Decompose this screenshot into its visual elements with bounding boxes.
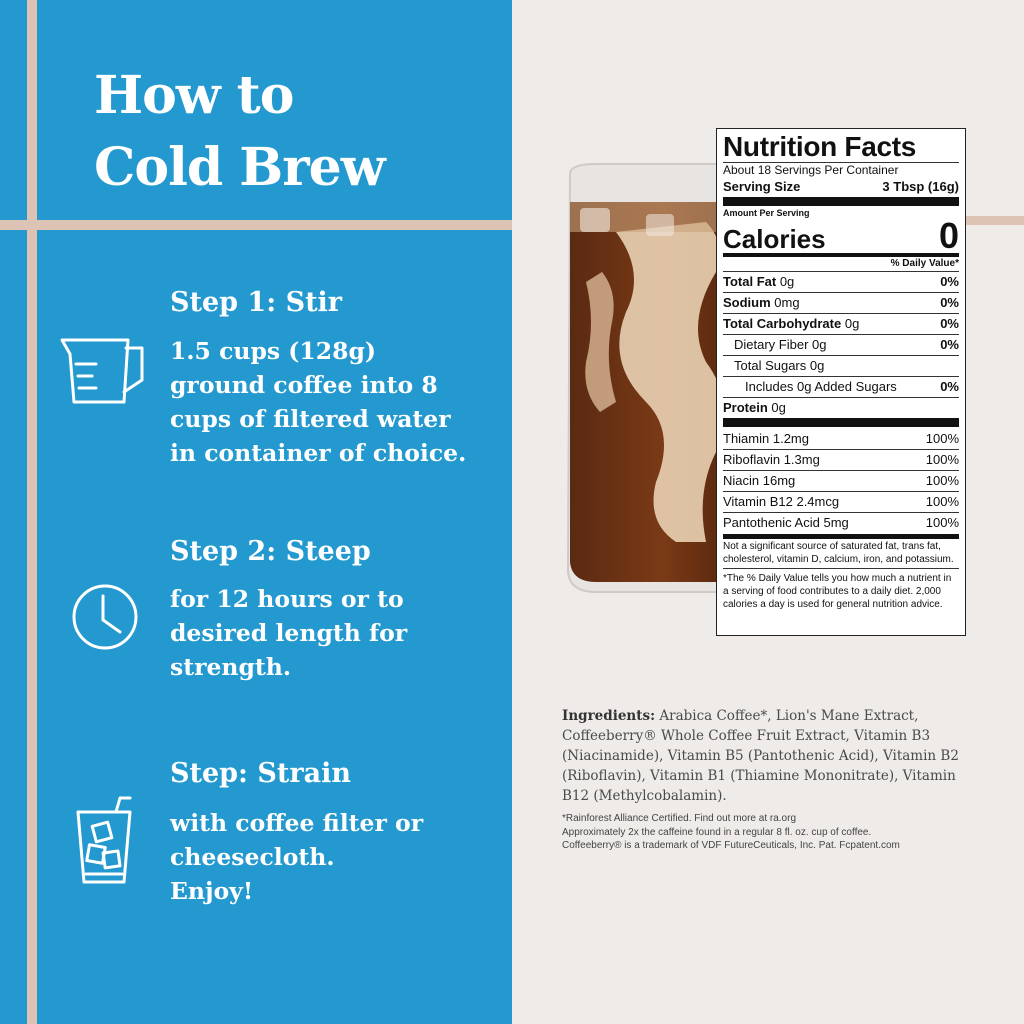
nutrition-facts-title: Nutrition Facts	[723, 131, 917, 162]
vitamin-daily-value: 100%	[925, 515, 959, 530]
nutrition-facts-panel	[716, 128, 966, 636]
serving-size-label: Serving Size	[723, 179, 801, 194]
nutrient-amount: 0g	[779, 274, 795, 289]
nutrient-name	[723, 377, 897, 397]
nutrient-row	[723, 355, 959, 376]
nutrient-row	[723, 397, 959, 418]
title-line-1: How to	[94, 65, 294, 126]
nutrient-amount: 0g	[844, 316, 860, 331]
nutrient-name	[723, 398, 786, 418]
calories-label: Calories	[723, 224, 826, 254]
vitamin-row	[723, 429, 959, 449]
decorative-horizontal-line-right	[956, 216, 1024, 225]
ingredients-list: Arabica Coffee*, Lion's Mane Extract, Coffeeberry® Whole Coffee Fruit Extract, Vitamin B3 (Niacinamide), Vitamin B5 (Pantothenic Acid), Vitamin B2 (Riboflavin), Vitamin B1 (Thiamine Mononitrate), Vitamin B12 (Methylcobalamin).	[562, 708, 959, 804]
nutrient-daily-value: 0%	[940, 316, 959, 331]
page-title	[94, 60, 384, 204]
calories-row	[723, 215, 959, 256]
serving-size-value: 3 Tbsp (16g)	[882, 179, 959, 194]
nutrient-label: Includes 0g Added Sugars	[745, 379, 897, 394]
step-1-heading: Step 1: Stir	[170, 287, 343, 318]
nutrient-row	[723, 376, 959, 397]
nutrient-daily-value: 0%	[940, 274, 959, 289]
nutrient-name	[723, 335, 827, 355]
nutrient-row	[723, 334, 959, 355]
medium-divider	[723, 534, 959, 539]
nutrient-daily-value: 0%	[940, 295, 959, 310]
footnotes	[562, 812, 1002, 853]
nutrient-daily-value: 0%	[940, 337, 959, 352]
footnote-trademark: Coffeeberry® is a trademark of VDF FutureCeuticals, Inc. Pat. Fcpatent.com	[562, 840, 900, 851]
vitamin-rows	[723, 429, 959, 533]
not-significant-note: Not a significant source of saturated fat, trans fat, cholesterol, vitamin D, calcium, iron, and potassium.	[723, 540, 959, 569]
measuring-cup-icon	[60, 334, 146, 406]
nutrient-daily-value: 0%	[940, 379, 959, 394]
nutrient-label: Total Fat	[723, 274, 777, 289]
step-2-text: for 12 hours or to desired length for strength.	[170, 585, 408, 681]
footnote-rainforest: *Rainforest Alliance Certified. Find out more at ra.org	[562, 813, 796, 824]
vitamin-daily-value: 100%	[925, 431, 959, 446]
daily-value-footnote: *The % Daily Value tells you how much a nutrient in a serving of food contributes to a daily diet. 2,000 calories a day is used for general nutrition advice.	[723, 573, 952, 610]
vitamin-label: Niacin 16mg	[723, 473, 796, 488]
thick-divider	[723, 197, 959, 206]
ingredients-text	[562, 706, 962, 806]
nutrient-amount: 0g	[771, 400, 786, 415]
vitamin-label: Thiamin 1.2mg	[723, 431, 809, 446]
vitamin-label: Pantothenic Acid 5mg	[723, 515, 849, 530]
thick-divider	[723, 418, 959, 427]
serving-size-row	[723, 178, 959, 195]
nutrient-name	[723, 272, 794, 292]
iced-drink-icon	[74, 794, 136, 886]
nutrient-label: Total Carbohydrate	[723, 316, 842, 331]
vitamin-row	[723, 449, 959, 470]
nutrient-amount: 0mg	[774, 295, 800, 310]
vitamin-row	[723, 491, 959, 512]
nutrient-name	[723, 356, 824, 376]
vitamin-daily-value: 100%	[925, 473, 959, 488]
nutrient-label: Protein	[723, 400, 768, 415]
nutrient-row	[723, 313, 959, 334]
footnote-caffeine: Approximately 2x the caffeine found in a regular 8 fl. oz. cup of coffee.	[562, 826, 872, 838]
nutrient-row	[723, 292, 959, 313]
step-2-heading: Step 2: Steep	[170, 536, 371, 567]
title-line-2: Cold Brew	[94, 137, 385, 198]
amount-per-serving: Amount Per Serving	[723, 208, 810, 218]
nutrient-amount: 0g	[809, 358, 825, 373]
servings-per-container: About 18 Servings Per Container	[723, 162, 959, 178]
step-3-text: with coffee filter or cheesecloth. Enjoy!	[170, 809, 424, 905]
nutrient-label: Dietary Fiber	[734, 337, 809, 352]
step-1-text: 1.5 cups (128g) ground coffee into 8 cups of filtered water in container of choice.	[170, 337, 467, 467]
vitamin-label: Vitamin B12 2.4mcg	[723, 494, 840, 509]
nutrient-row	[723, 271, 959, 292]
calories-value: 0	[938, 215, 959, 256]
nutrient-name	[723, 293, 800, 313]
clock-icon	[70, 582, 140, 652]
nutrient-rows	[723, 271, 959, 418]
nutrient-amount: 0g	[812, 337, 827, 352]
vitamin-daily-value: 100%	[925, 494, 959, 509]
vitamin-daily-value: 100%	[925, 452, 959, 467]
daily-value-header: % Daily Value*	[723, 253, 959, 271]
ingredients-label: Ingredients:	[562, 708, 656, 724]
nutrient-label: Total Sugars	[734, 358, 807, 373]
vitamin-label: Riboflavin 1.3mg	[723, 452, 820, 467]
vitamin-row	[723, 470, 959, 491]
vitamin-row	[723, 512, 959, 533]
decorative-vertical-line	[27, 0, 37, 1024]
decorative-horizontal-line	[0, 220, 512, 230]
nutrient-label: Sodium	[723, 295, 771, 310]
step-3-heading: Step: Strain	[170, 758, 351, 789]
nutrient-name	[723, 314, 859, 334]
